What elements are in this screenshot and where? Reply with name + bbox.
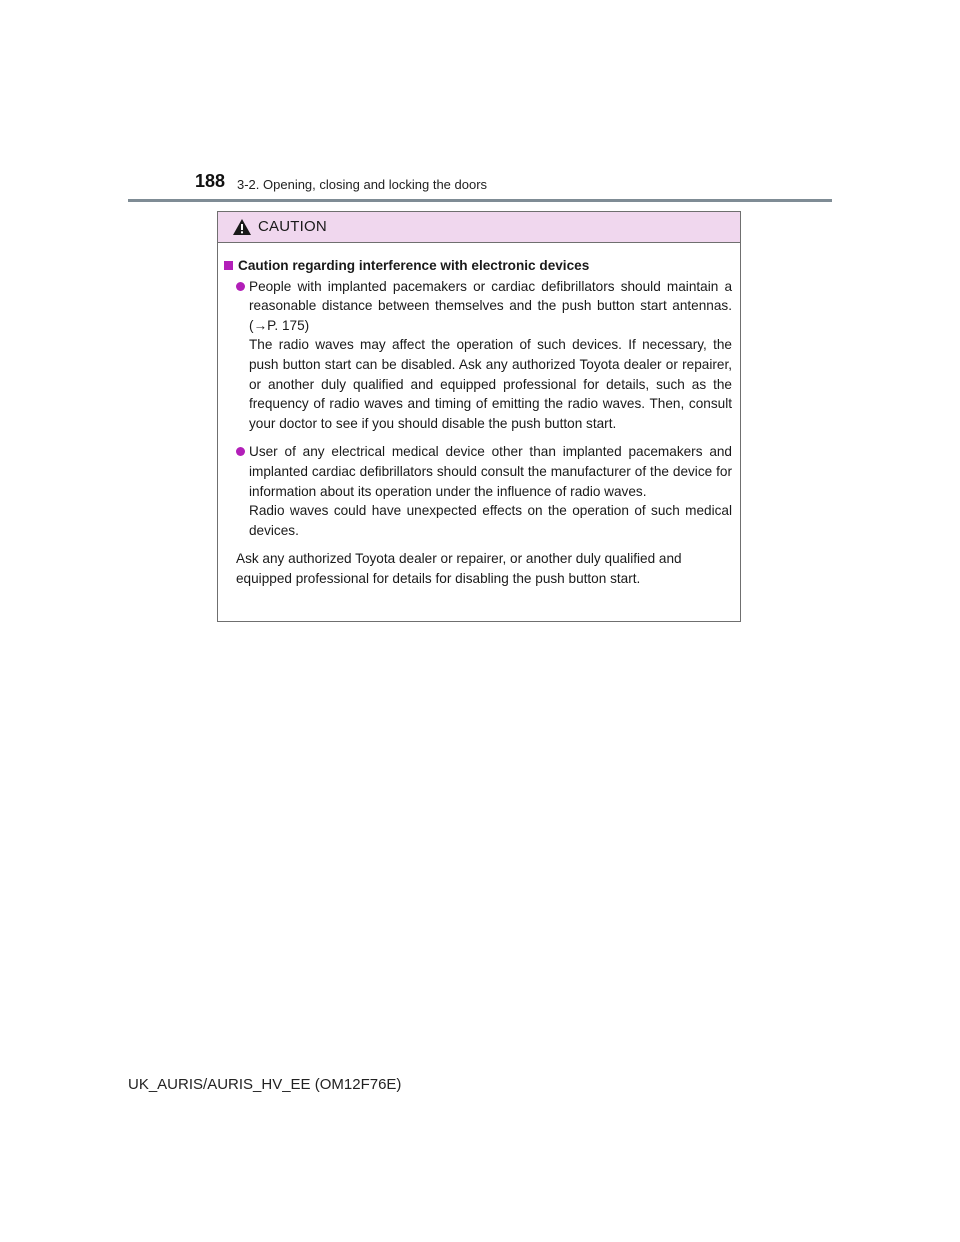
- document-code: UK_AURIS/AURIS_HV_EE (OM12F76E): [128, 1076, 402, 1093]
- header-rule: [128, 199, 832, 202]
- square-bullet-icon: [224, 261, 233, 270]
- round-bullet-icon: [236, 282, 245, 291]
- paragraph: Radio waves could have unexpected effects on the operation of such medical devices.: [249, 503, 732, 538]
- list-item: [249, 442, 732, 540]
- caution-heading: [218, 256, 736, 276]
- caution-header: [218, 212, 740, 243]
- list-item: [249, 277, 732, 434]
- note-text: Ask any authorized Toyota dealer or repairer, or another duly qualified and equipped professional for details for disabling the push button start.: [236, 551, 682, 586]
- page-number: 188: [195, 171, 226, 191]
- caution-note: [236, 549, 732, 588]
- caution-label: CAUTION: [258, 218, 327, 235]
- warning-triangle-icon: [232, 218, 252, 236]
- caution-heading-text: Caution regarding interference with electronic devices: [238, 258, 590, 273]
- paragraph: People with implanted pacemakers or cardiac defibrillators should maintain a reasonable distance between themselves and the push button start antennas. (→P. 175): [249, 278, 732, 333]
- section-title: 3-2. Opening, closing and locking the doors: [237, 177, 488, 192]
- paragraph: The radio waves may affect the operation of such devices. If necessary, the push button start can be disabled. Ask any authorized Toyota dealer or repairer, or another duly qualified and equipped professional for details, such as the frequency of radio waves and timing of emitting the radio waves. Then, consult your doctor to see if you should disable the push button start.: [249, 337, 732, 431]
- paragraph: User of any electrical medical device other than implanted pacemakers and implanted cardiac defibrillators should consult the manufacturer of the device for information about its operation under the influence of radio waves.: [249, 444, 732, 499]
- caution-box: [217, 211, 741, 622]
- caution-body: [218, 243, 740, 589]
- round-bullet-icon: [236, 447, 245, 456]
